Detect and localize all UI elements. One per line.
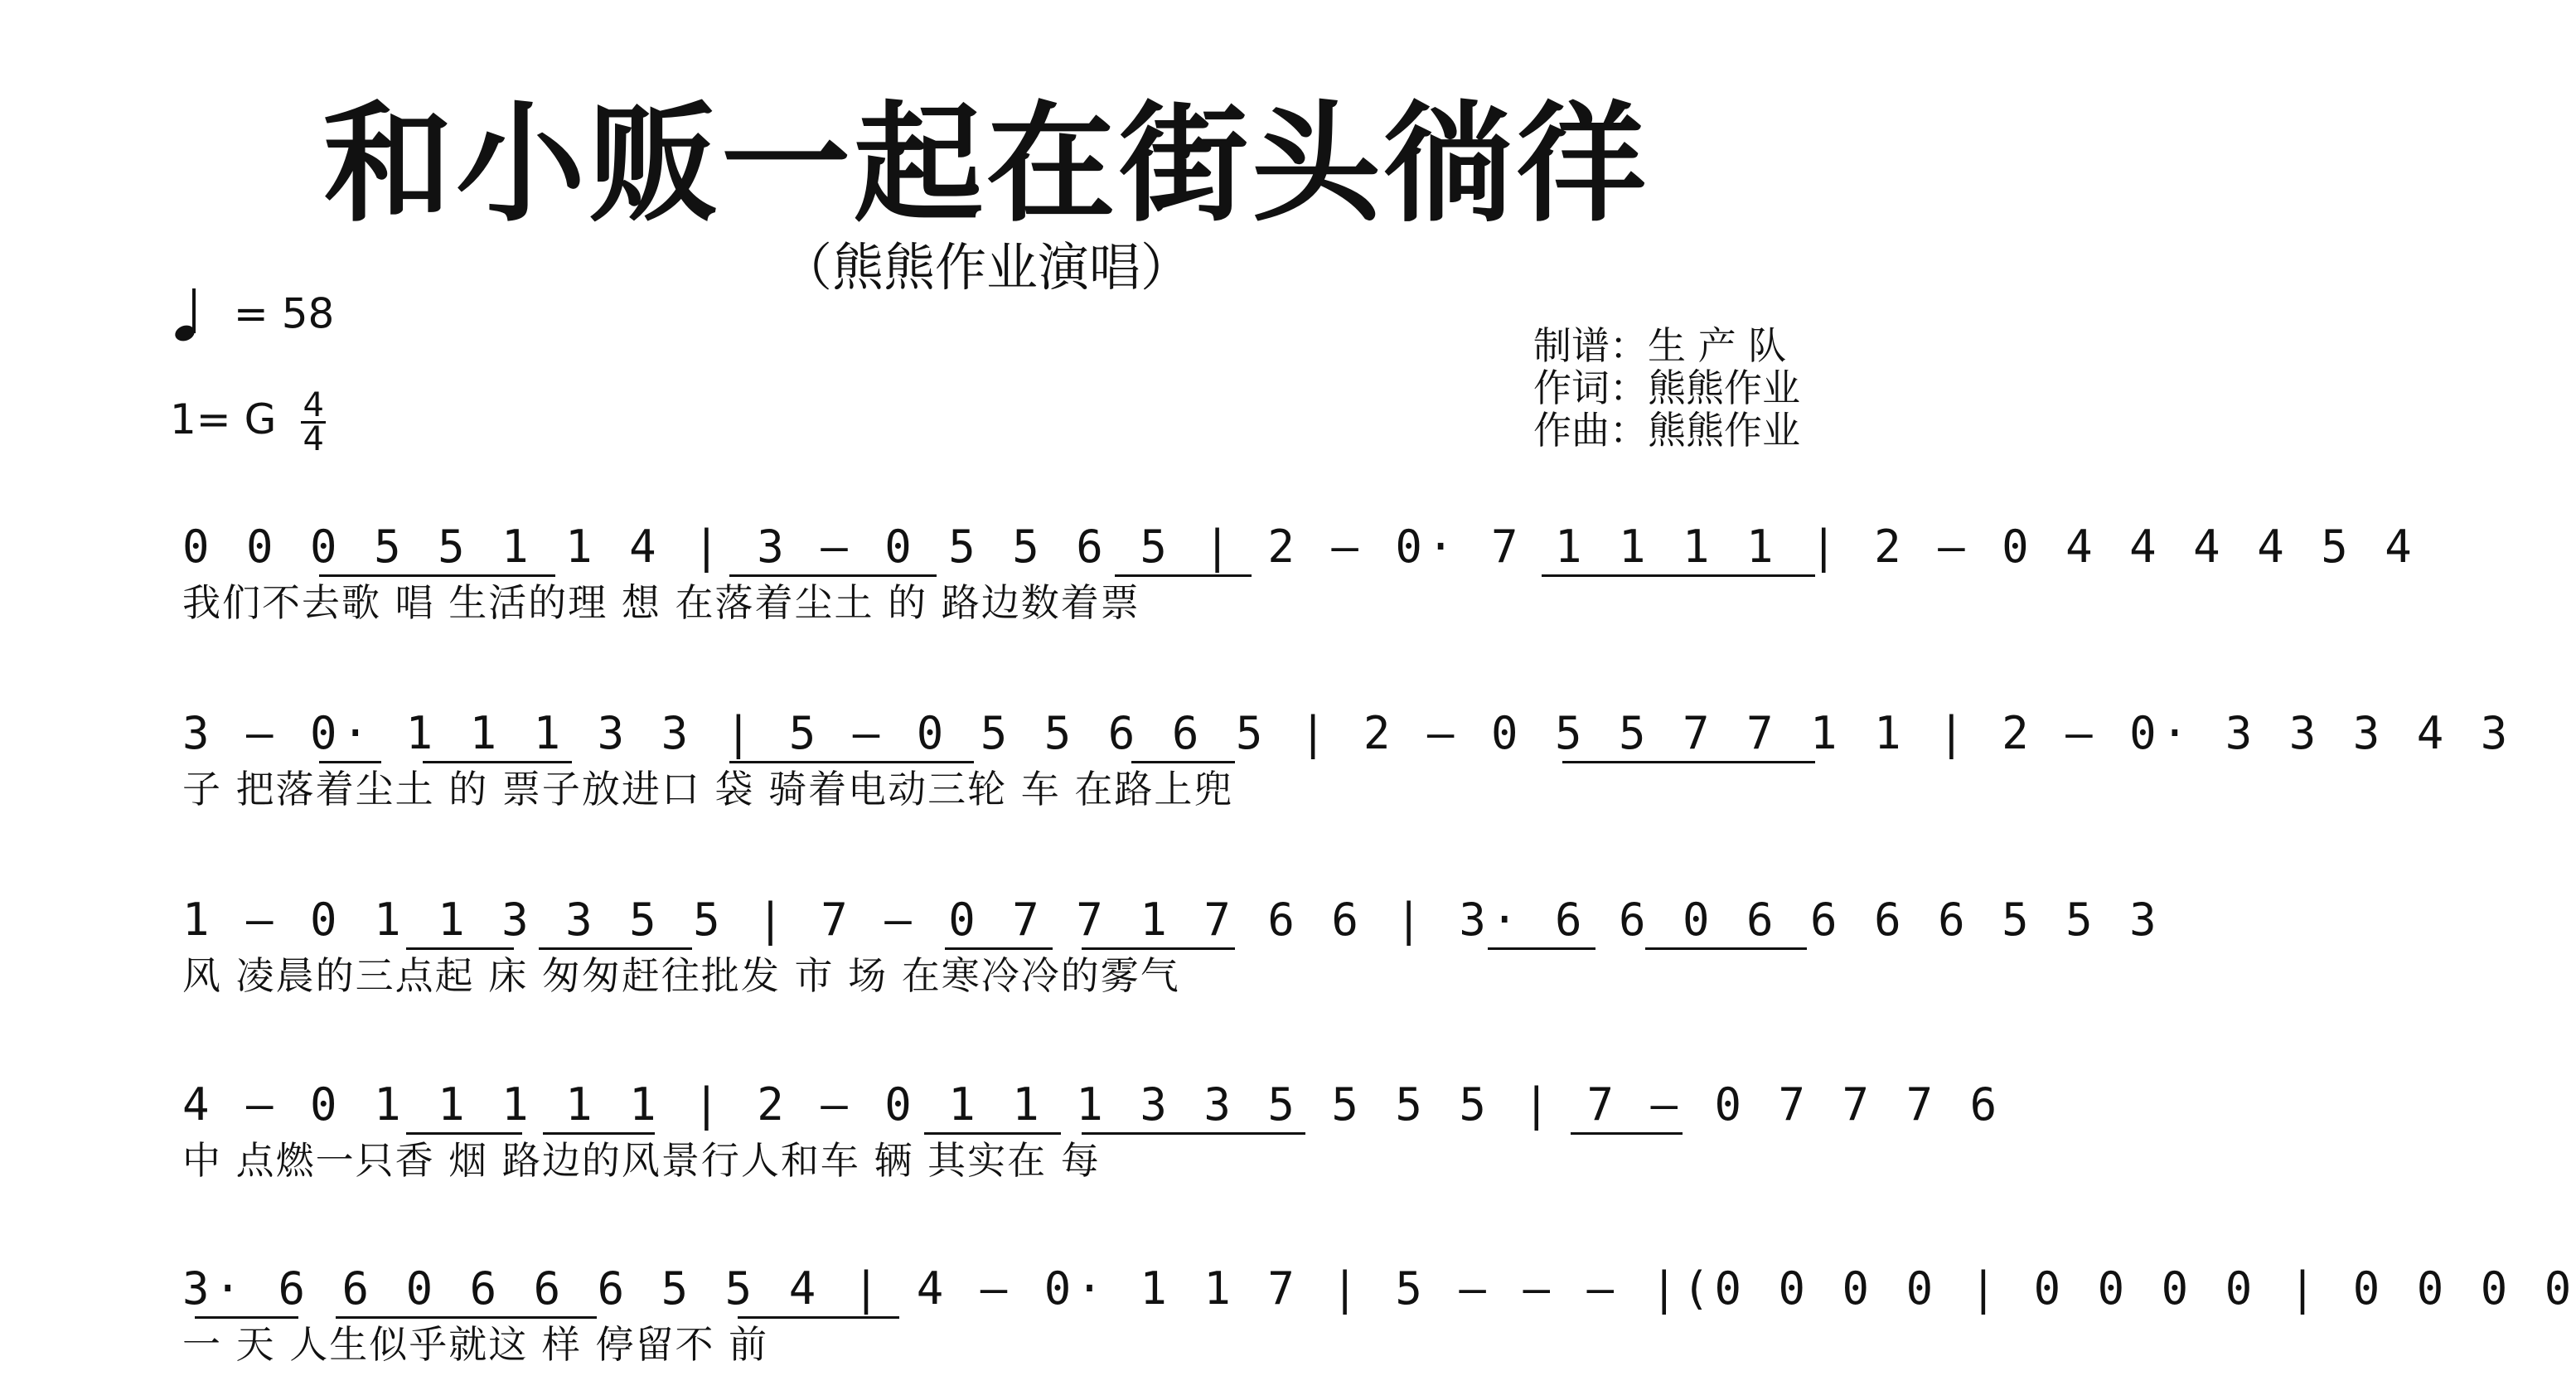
beam-underline — [195, 1316, 298, 1319]
beam-underline — [924, 1132, 1061, 1135]
notation-row: 3· 6 6 0 6 6 6 5 5 4 | 4 – 0· 1 1 7 | 5 – – – |(0 0 0 0 | 0 0 0 0 | 0 0 0 0 — [182, 1262, 2576, 1315]
beam-underline — [431, 574, 555, 577]
beam-underline — [406, 947, 514, 950]
beam-underline — [729, 574, 937, 577]
notation-row: 4 – 0 1 1 1 1 1 | 2 – 0 1 1 1 3 3 5 5 5 5 | 7 – 0 7 7 7 6 — [182, 1078, 2002, 1131]
beam-underline — [729, 761, 974, 763]
beam-underline — [1082, 947, 1235, 950]
beam-underline — [543, 1132, 655, 1135]
song-title: 和小贩一起在街头徜徉 — [323, 89, 1649, 240]
lyrics-row: 子 把落着尘土 的 票子放进口 袋 骑着电动三轮 车 在路上兜 — [182, 767, 1234, 811]
notation-row: 0 0 0 5 5 1 1 4 | 3 – 0 5 5 6 5 | 2 – 0· 7 1 1 1 1 | 2 – 0 4 4 4 4 5 4 — [182, 521, 2417, 573]
beam-underline — [1082, 1132, 1305, 1135]
tempo-text: = 58 — [233, 289, 335, 338]
notation-row: 3 – 0· 1 1 1 3 3 | 5 – 0 5 5 6 6 5 | 2 – 0 5 5 7 7 1 1 | 2 – 0· 3 3 3 4 3 — [182, 707, 2513, 759]
notation-row: 1 – 0 1 1 3 3 5 5 | 7 – 0 7 7 1 7 6 6 | 3· 6 6 0 6 6 6 6 5 5 3 — [182, 894, 2162, 946]
beam-underline — [1571, 1132, 1683, 1135]
beam-underline — [945, 947, 1053, 950]
credit-row: 作曲：熊熊作业 — [1533, 408, 1800, 453]
beam-underline — [336, 1316, 597, 1319]
time-top: 4 — [303, 386, 324, 424]
beam-underline — [319, 761, 381, 763]
beam-underline — [1131, 761, 1235, 763]
beam-underline — [423, 761, 572, 763]
lyrics-row: 一 天 人生似乎就这 样 停留不 前 — [182, 1322, 769, 1367]
beam-underline — [1542, 574, 1815, 577]
song-subtitle: （熊熊作业演唱） — [780, 237, 1192, 298]
time-bottom: 4 — [303, 420, 324, 458]
beam-underline — [406, 1132, 522, 1135]
beam-underline — [738, 1316, 899, 1319]
key-label: 1= G — [170, 395, 277, 443]
credit-row: 制谱：生 产 队 — [1533, 323, 1787, 368]
beam-underline — [1562, 761, 1815, 763]
beam-underline — [1115, 574, 1252, 577]
lyrics-row: 风 凌晨的三点起 床 匆匆赶往批发 市 场 在寒冷冷的雾气 — [182, 953, 1180, 998]
beam-underline — [539, 947, 692, 950]
lyrics-row: 我们不去歌 唱 生活的理 想 在落着尘土 的 路边数着票 — [182, 580, 1140, 625]
credit-row: 作词：熊熊作业 — [1533, 366, 1800, 410]
lyrics-row: 中 点燃一只香 烟 路边的风景行人和车 辆 其实在 每 — [182, 1138, 1101, 1183]
beam-underline — [319, 574, 435, 577]
beam-underline — [1488, 947, 1595, 950]
beam-underline — [1645, 947, 1807, 950]
